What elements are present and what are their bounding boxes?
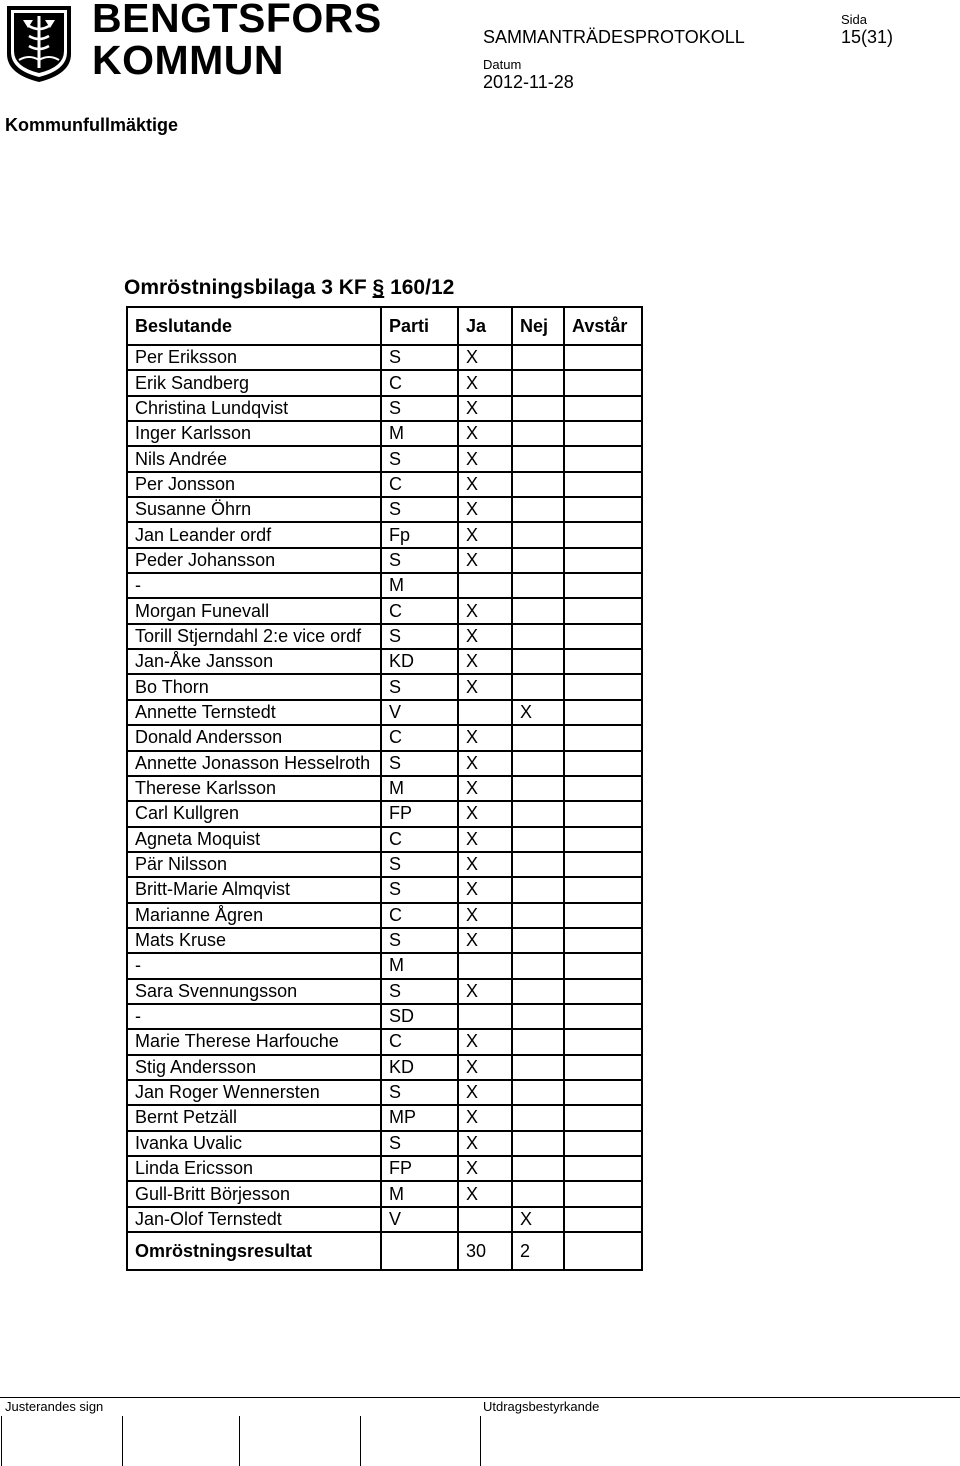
vote-avstar	[564, 1207, 642, 1232]
vote-avstar	[564, 370, 642, 395]
vote-avstar	[564, 725, 642, 750]
vote-ja: X	[458, 928, 512, 953]
table-row	[127, 1131, 642, 1156]
party: KD	[381, 649, 458, 674]
signature-box-divider	[480, 1416, 481, 1466]
party: V	[381, 1207, 458, 1232]
column-header: Beslutande	[127, 307, 381, 345]
member-name: Annette Ternstedt	[127, 700, 381, 725]
party: S	[381, 396, 458, 421]
vote-nej	[512, 1181, 564, 1206]
vote-nej	[512, 1131, 564, 1156]
party: S	[381, 928, 458, 953]
vote-nej	[512, 497, 564, 522]
table-row	[127, 472, 642, 497]
party: C	[381, 903, 458, 928]
member-name: Mats Kruse	[127, 928, 381, 953]
vote-avstar	[564, 776, 642, 801]
vote-avstar	[564, 573, 642, 598]
vote-nej	[512, 903, 564, 928]
vote-avstar	[564, 852, 642, 877]
member-name: Linda Ericsson	[127, 1156, 381, 1181]
vote-nej	[512, 725, 564, 750]
table-row	[127, 903, 642, 928]
table-row	[127, 852, 642, 877]
vote-ja: X	[458, 649, 512, 674]
vote-avstar	[564, 345, 642, 370]
vote-ja	[458, 700, 512, 725]
party: S	[381, 674, 458, 699]
member-name: -	[127, 953, 381, 978]
vote-nej	[512, 1029, 564, 1054]
vote-avstar	[564, 801, 642, 826]
member-name: Per Jonsson	[127, 472, 381, 497]
member-name: Marie Therese Harfouche	[127, 1029, 381, 1054]
column-header: Avstår	[564, 307, 642, 345]
party: S	[381, 979, 458, 1004]
vote-avstar	[564, 1156, 642, 1181]
column-header: Nej	[512, 307, 564, 345]
result-party	[381, 1232, 458, 1270]
party: C	[381, 1029, 458, 1054]
vote-ja: X	[458, 1181, 512, 1206]
result-row	[127, 1232, 642, 1270]
vote-nej	[512, 877, 564, 902]
vote-nej	[512, 776, 564, 801]
party: M	[381, 953, 458, 978]
vote-nej	[512, 649, 564, 674]
party: S	[381, 751, 458, 776]
page-label: Sida	[841, 12, 868, 27]
vote-nej	[512, 979, 564, 1004]
signature-box-divider	[122, 1416, 123, 1466]
vote-ja: X	[458, 446, 512, 471]
vote-avstar	[564, 396, 642, 421]
party: M	[381, 1181, 458, 1206]
organization-name-line1: BENGTSFORS	[92, 0, 382, 41]
member-name: Morgan Funevall	[127, 598, 381, 623]
table-row	[127, 751, 642, 776]
member-name: Peder Johansson	[127, 548, 381, 573]
party: M	[381, 776, 458, 801]
vote-ja: X	[458, 725, 512, 750]
party: S	[381, 877, 458, 902]
member-name: Jan-Olof Ternstedt	[127, 1207, 381, 1232]
vote-nej	[512, 1156, 564, 1181]
table-row	[127, 497, 642, 522]
table-row	[127, 345, 642, 370]
party: C	[381, 370, 458, 395]
table-row	[127, 953, 642, 978]
member-name: Susanne Öhrn	[127, 497, 381, 522]
table-row	[127, 1181, 642, 1206]
organization-name-line2: KOMMUN	[92, 37, 285, 83]
party: S	[381, 446, 458, 471]
table-row	[127, 522, 642, 547]
vote-avstar	[564, 472, 642, 497]
vote-ja: X	[458, 522, 512, 547]
title-prefix: Omröstningsbilaga 3 KF	[124, 276, 367, 299]
member-name: Ivanka Uvalic	[127, 1131, 381, 1156]
vote-ja: X	[458, 751, 512, 776]
table-row	[127, 928, 642, 953]
vote-ja: X	[458, 370, 512, 395]
table-row	[127, 1207, 642, 1232]
vote-avstar	[564, 827, 642, 852]
vote-nej: X	[512, 1207, 564, 1232]
member-name: Jan Leander ordf	[127, 522, 381, 547]
column-header: Parti	[381, 307, 458, 345]
party: SD	[381, 1004, 458, 1029]
member-name: Inger Karlsson	[127, 421, 381, 446]
vote-ja: X	[458, 1105, 512, 1130]
municipal-coat-of-arms-icon	[5, 4, 73, 84]
table-row	[127, 598, 642, 623]
vote-avstar	[564, 751, 642, 776]
footer-sign-label: Justerandes sign	[5, 1399, 104, 1414]
vote-ja: X	[458, 1055, 512, 1080]
table-row	[127, 700, 642, 725]
member-name: Christina Lundqvist	[127, 396, 381, 421]
party: S	[381, 548, 458, 573]
party: C	[381, 827, 458, 852]
vote-nej	[512, 751, 564, 776]
party: FP	[381, 801, 458, 826]
title-number: 160/12	[390, 276, 455, 299]
party: MP	[381, 1105, 458, 1130]
member-name: -	[127, 1004, 381, 1029]
result-avstar	[564, 1232, 642, 1270]
vote-nej	[512, 801, 564, 826]
table-row	[127, 801, 642, 826]
table-row	[127, 548, 642, 573]
member-name: Torill Stjerndahl 2:e vice ordf	[127, 624, 381, 649]
party: FP	[381, 1156, 458, 1181]
vote-nej	[512, 573, 564, 598]
vote-avstar	[564, 1080, 642, 1105]
vote-ja: X	[458, 674, 512, 699]
vote-avstar	[564, 1181, 642, 1206]
vote-nej	[512, 1055, 564, 1080]
table-row	[127, 674, 642, 699]
table-row	[127, 1055, 642, 1080]
table-row	[127, 421, 642, 446]
vote-nej	[512, 852, 564, 877]
paragraph-symbol: §	[372, 276, 385, 299]
vote-avstar	[564, 979, 642, 1004]
vote-avstar	[564, 598, 642, 623]
vote-ja: X	[458, 852, 512, 877]
table-row	[127, 573, 642, 598]
vote-nej	[512, 1080, 564, 1105]
table-row	[127, 1004, 642, 1029]
table-row	[127, 396, 642, 421]
vote-ja: X	[458, 598, 512, 623]
governing-body-name: Kommunfullmäktige	[5, 115, 179, 135]
table-row	[127, 370, 642, 395]
party: C	[381, 472, 458, 497]
member-name: Britt-Marie Almqvist	[127, 877, 381, 902]
vote-nej	[512, 345, 564, 370]
party: M	[381, 421, 458, 446]
vote-rows	[127, 345, 642, 1232]
page-title	[124, 276, 454, 300]
table-row	[127, 446, 642, 471]
party: S	[381, 624, 458, 649]
party: C	[381, 598, 458, 623]
vote-avstar	[564, 522, 642, 547]
table-row	[127, 776, 642, 801]
vote-nej	[512, 1105, 564, 1130]
vote-avstar	[564, 674, 642, 699]
table-row	[127, 1080, 642, 1105]
table-row	[127, 827, 642, 852]
vote-ja: X	[458, 548, 512, 573]
vote-ja: X	[458, 776, 512, 801]
signature-box-divider	[1, 1416, 2, 1466]
vote-avstar	[564, 624, 642, 649]
date-value: 2012-11-28	[483, 72, 574, 92]
vote-nej	[512, 928, 564, 953]
vote-ja	[458, 953, 512, 978]
vote-ja: X	[458, 1029, 512, 1054]
member-name: Bo Thorn	[127, 674, 381, 699]
vote-avstar	[564, 903, 642, 928]
party: KD	[381, 1055, 458, 1080]
member-name: Donald Andersson	[127, 725, 381, 750]
vote-avstar	[564, 649, 642, 674]
member-name: Marianne Ågren	[127, 903, 381, 928]
party: C	[381, 725, 458, 750]
date-label: Datum	[483, 57, 522, 72]
vote-ja: X	[458, 1156, 512, 1181]
vote-avstar	[564, 548, 642, 573]
document-type: SAMMANTRÄDESPROTOKOLL	[483, 27, 745, 47]
vote-nej	[512, 827, 564, 852]
table-row	[127, 1156, 642, 1181]
member-name: Pär Nilsson	[127, 852, 381, 877]
vote-ja: X	[458, 396, 512, 421]
table-row	[127, 1105, 642, 1130]
vote-table	[126, 306, 643, 1271]
member-name: Gull-Britt Börjesson	[127, 1181, 381, 1206]
vote-ja: X	[458, 801, 512, 826]
vote-avstar	[564, 497, 642, 522]
member-name: -	[127, 573, 381, 598]
table-row	[127, 725, 642, 750]
vote-ja: X	[458, 624, 512, 649]
member-name: Per Eriksson	[127, 345, 381, 370]
vote-avstar	[564, 446, 642, 471]
vote-nej	[512, 1004, 564, 1029]
vote-avstar	[564, 877, 642, 902]
vote-ja: X	[458, 472, 512, 497]
party: S	[381, 852, 458, 877]
vote-ja: X	[458, 979, 512, 1004]
vote-ja	[458, 1004, 512, 1029]
vote-nej	[512, 446, 564, 471]
signature-box-divider	[239, 1416, 240, 1466]
vote-ja: X	[458, 345, 512, 370]
table-header-row	[127, 307, 642, 345]
vote-avstar	[564, 1004, 642, 1029]
member-name: Jan-Åke Jansson	[127, 649, 381, 674]
member-name: Sara Svennungsson	[127, 979, 381, 1004]
table-row	[127, 624, 642, 649]
party: S	[381, 1080, 458, 1105]
member-name: Carl Kullgren	[127, 801, 381, 826]
vote-avstar	[564, 1131, 642, 1156]
table-row	[127, 979, 642, 1004]
member-name: Jan Roger Wennersten	[127, 1080, 381, 1105]
member-name: Therese Karlsson	[127, 776, 381, 801]
vote-avstar	[564, 1029, 642, 1054]
vote-nej	[512, 598, 564, 623]
vote-nej	[512, 421, 564, 446]
party: V	[381, 700, 458, 725]
member-name: Stig Andersson	[127, 1055, 381, 1080]
vote-avstar	[564, 953, 642, 978]
vote-ja: X	[458, 421, 512, 446]
vote-nej	[512, 396, 564, 421]
member-name: Annette Jonasson Hesselroth	[127, 751, 381, 776]
party: S	[381, 1131, 458, 1156]
result-ja: 30	[458, 1232, 512, 1270]
vote-nej	[512, 370, 564, 395]
page-number: 15(31)	[841, 27, 894, 47]
vote-nej: X	[512, 700, 564, 725]
vote-ja: X	[458, 877, 512, 902]
vote-avstar	[564, 928, 642, 953]
party: M	[381, 573, 458, 598]
table-row	[127, 1029, 642, 1054]
vote-avstar	[564, 1105, 642, 1130]
vote-avstar	[564, 421, 642, 446]
vote-ja	[458, 1207, 512, 1232]
vote-nej	[512, 472, 564, 497]
table-row	[127, 877, 642, 902]
footer-divider	[0, 1397, 960, 1398]
signature-box-divider	[360, 1416, 361, 1466]
vote-nej	[512, 674, 564, 699]
member-name: Agneta Moquist	[127, 827, 381, 852]
vote-ja: X	[458, 1080, 512, 1105]
result-nej: 2	[512, 1232, 564, 1270]
vote-nej	[512, 624, 564, 649]
footer-certification-label: Utdragsbestyrkande	[483, 1399, 600, 1414]
vote-nej	[512, 548, 564, 573]
result-label: Omröstningsresultat	[127, 1232, 381, 1270]
table-row	[127, 649, 642, 674]
member-name: Bernt Petzäll	[127, 1105, 381, 1130]
member-name: Nils Andrée	[127, 446, 381, 471]
party: Fp	[381, 522, 458, 547]
vote-nej	[512, 522, 564, 547]
vote-ja: X	[458, 497, 512, 522]
column-header: Ja	[458, 307, 512, 345]
vote-nej	[512, 953, 564, 978]
party: S	[381, 497, 458, 522]
vote-ja: X	[458, 903, 512, 928]
vote-avstar	[564, 1055, 642, 1080]
member-name: Erik Sandberg	[127, 370, 381, 395]
vote-avstar	[564, 700, 642, 725]
vote-ja: X	[458, 1131, 512, 1156]
vote-ja: X	[458, 827, 512, 852]
party: S	[381, 345, 458, 370]
vote-ja	[458, 573, 512, 598]
